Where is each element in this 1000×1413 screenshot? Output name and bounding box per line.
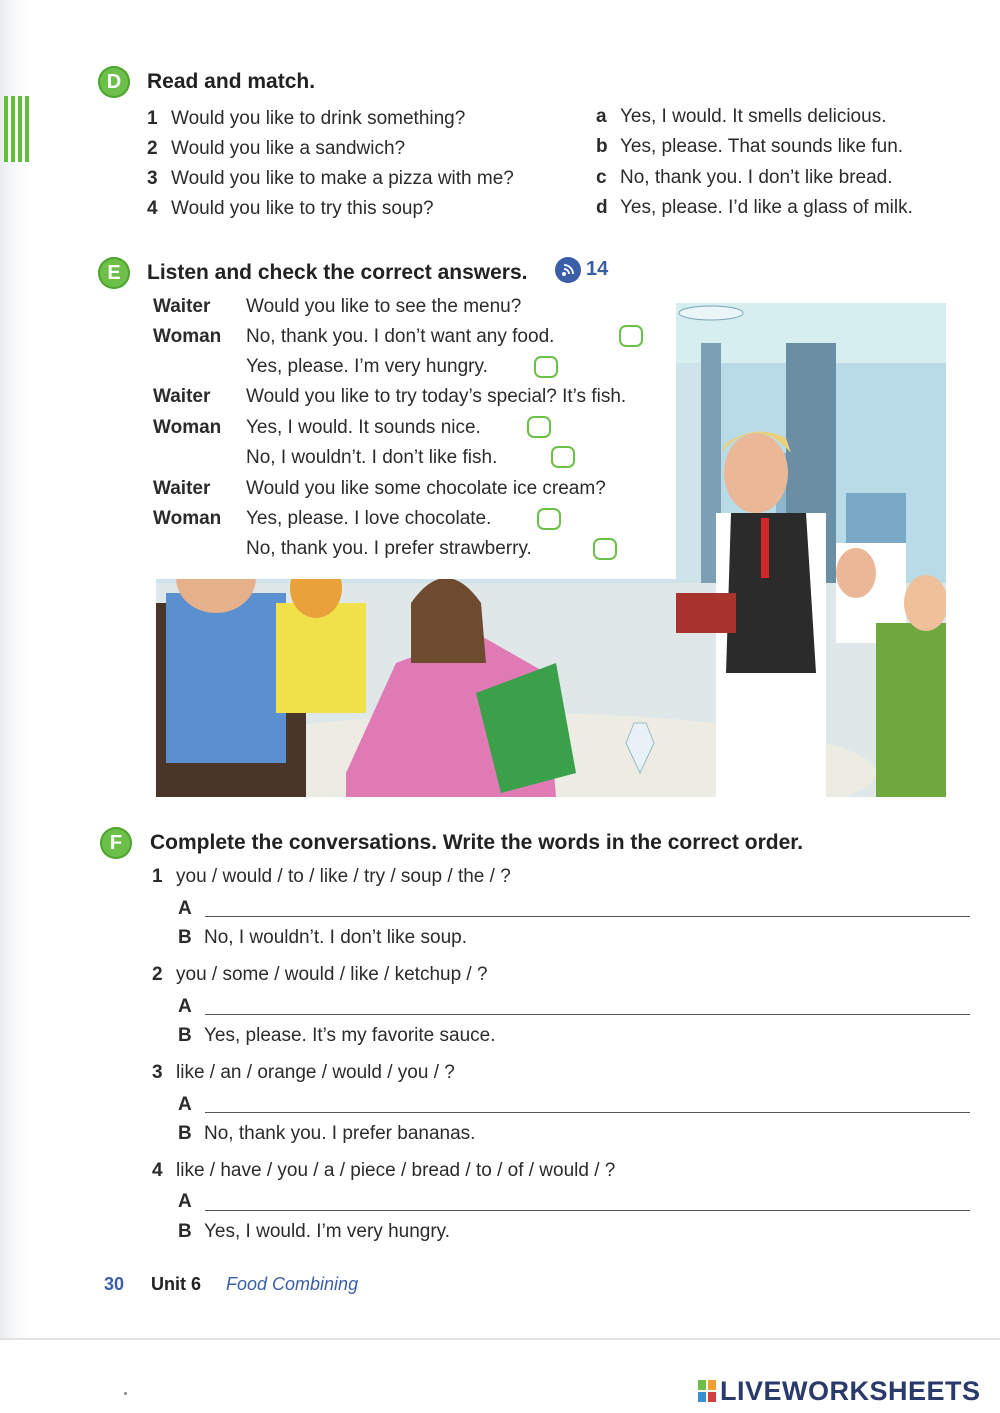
dialogue-line-5 xyxy=(153,417,481,439)
answer-text: Yes, please. I’d like a glass of milk. xyxy=(620,197,913,218)
item-1-b xyxy=(178,927,467,949)
b-label: B xyxy=(178,1221,192,1242)
answer-checkbox-1[interactable] xyxy=(619,325,643,347)
audio-waves-icon xyxy=(560,262,576,278)
brand-watermark[interactable]: LIVEWORKSHEETS xyxy=(720,1376,981,1406)
question-number: 4 xyxy=(147,198,158,219)
item-3-prompt xyxy=(152,1062,455,1084)
side-tab-stripes xyxy=(4,96,32,162)
item-prompt-text: you / would / to / like / try / soup / the / ? xyxy=(176,866,511,887)
answer-letter: c xyxy=(596,167,607,188)
section-f-badge: F xyxy=(100,827,132,859)
answer-letter: b xyxy=(596,136,608,157)
question-4 xyxy=(147,198,434,220)
item-number: 2 xyxy=(152,964,163,985)
dialogue-line-4 xyxy=(153,386,626,408)
item-2-answer-line[interactable] xyxy=(205,1014,970,1015)
item-1-answer-line[interactable] xyxy=(205,916,970,917)
speck xyxy=(124,1392,127,1395)
speaker-label: Waiter xyxy=(153,296,211,317)
answer-c xyxy=(596,167,893,189)
b-text: Yes, please. It’s my favorite sauce. xyxy=(204,1025,496,1046)
b-text: No, thank you. I prefer bananas. xyxy=(204,1123,476,1144)
question-number: 2 xyxy=(147,138,158,159)
section-f-title: Complete the conversations. Write the words in the correct order. xyxy=(150,831,804,854)
question-text: Would you like to make a pizza with me? xyxy=(171,168,514,189)
answer-checkbox-3[interactable] xyxy=(527,416,551,438)
question-1 xyxy=(147,108,465,130)
dialogue-text: No, thank you. I don’t want any food. xyxy=(246,326,555,347)
dialogue-text: Yes, please. I love chocolate. xyxy=(246,508,492,529)
question-3 xyxy=(147,168,514,190)
page-edge xyxy=(0,1338,1000,1340)
b-text: No, I wouldn’t. I don’t like soup. xyxy=(204,927,467,948)
section-e-badge: E xyxy=(98,257,130,289)
dialogue-line-8 xyxy=(153,508,491,530)
item-number: 3 xyxy=(152,1062,163,1083)
item-prompt-text: like / an / orange / would / you / ? xyxy=(176,1062,455,1083)
question-number: 3 xyxy=(147,168,158,189)
item-2-prompt xyxy=(152,964,488,986)
dialogue-text: Yes, please. I’m very hungry. xyxy=(246,356,488,377)
dialogue-text: Yes, I would. It sounds nice. xyxy=(246,417,481,438)
dialogue-line-9 xyxy=(153,538,532,560)
item-2-a-label: A xyxy=(178,996,192,1017)
unit-label: Unit 6 xyxy=(151,1274,202,1294)
speaker-label: Woman xyxy=(153,417,222,438)
item-2-b xyxy=(178,1025,496,1047)
unit-topic: Food Combining xyxy=(226,1274,359,1294)
dialogue-text: Would you like to try today’s special? It’s fish. xyxy=(246,386,627,407)
speaker-label: Woman xyxy=(153,508,222,529)
page-number: 30 xyxy=(104,1274,125,1294)
answer-checkbox-5[interactable] xyxy=(537,508,561,530)
answer-checkbox-2[interactable] xyxy=(534,356,558,378)
section-d-badge: D xyxy=(98,66,130,98)
item-1-prompt xyxy=(152,866,511,888)
item-number: 4 xyxy=(152,1160,163,1181)
answer-text: Yes, please. That sounds like fun. xyxy=(620,136,904,157)
dialogue-line-3 xyxy=(153,356,488,378)
speaker-label: Waiter xyxy=(153,386,211,407)
answer-a xyxy=(596,106,886,128)
dialogue-line-7 xyxy=(153,478,606,500)
liveworksheets-logo-icon xyxy=(698,1380,716,1402)
dialogue-text: No, I wouldn’t. I don’t like fish. xyxy=(246,447,498,468)
item-1-a-label: A xyxy=(178,898,192,919)
question-text: Would you like a sandwich? xyxy=(171,138,406,159)
answer-text: Yes, I would. It smells delicious. xyxy=(620,106,887,127)
speaker-label: Waiter xyxy=(153,478,211,499)
b-label: B xyxy=(178,1123,192,1144)
answer-checkbox-4[interactable] xyxy=(551,446,575,468)
dialogue-line-6 xyxy=(153,447,497,469)
dialogue-line-2 xyxy=(153,326,554,348)
item-number: 1 xyxy=(152,866,163,887)
section-e-title: Listen and check the correct answers. xyxy=(147,261,528,284)
dialogue-text: Would you like some chocolate ice cream? xyxy=(246,478,606,499)
section-d-title: Read and match. xyxy=(147,70,316,93)
b-label: B xyxy=(178,927,192,948)
speaker-label: Woman xyxy=(153,326,222,347)
dialogue-line-1 xyxy=(153,296,521,318)
dialogue-text: Would you like to see the menu? xyxy=(246,296,522,317)
item-3-answer-line[interactable] xyxy=(205,1112,970,1113)
answer-d xyxy=(596,197,913,219)
item-prompt-text: like / have / you / a / piece / bread / to / of / would / ? xyxy=(176,1160,616,1181)
item-4-answer-line[interactable] xyxy=(205,1210,970,1211)
answer-checkbox-6[interactable] xyxy=(593,538,617,560)
question-2 xyxy=(147,138,405,160)
dialogue-text: No, thank you. I prefer strawberry. xyxy=(246,538,532,559)
item-prompt-text: you / some / would / like / ketchup / ? xyxy=(176,964,488,985)
item-3-b xyxy=(178,1123,475,1145)
answer-letter: d xyxy=(596,197,608,218)
answer-letter: a xyxy=(596,106,607,127)
question-text: Would you like to try this soup? xyxy=(171,198,434,219)
b-label: B xyxy=(178,1025,192,1046)
item-4-b xyxy=(178,1221,450,1243)
answer-b xyxy=(596,136,903,158)
audio-track-number: 14 xyxy=(586,258,609,280)
item-4-prompt xyxy=(152,1160,615,1182)
item-3-a-label: A xyxy=(178,1094,192,1115)
answer-text: No, thank you. I don’t like bread. xyxy=(620,167,893,188)
question-number: 1 xyxy=(147,108,158,129)
b-text: Yes, I would. I’m very hungry. xyxy=(204,1221,451,1242)
item-4-a-label: A xyxy=(178,1191,192,1212)
audio-icon[interactable] xyxy=(555,257,581,283)
question-text: Would you like to drink something? xyxy=(171,108,466,129)
